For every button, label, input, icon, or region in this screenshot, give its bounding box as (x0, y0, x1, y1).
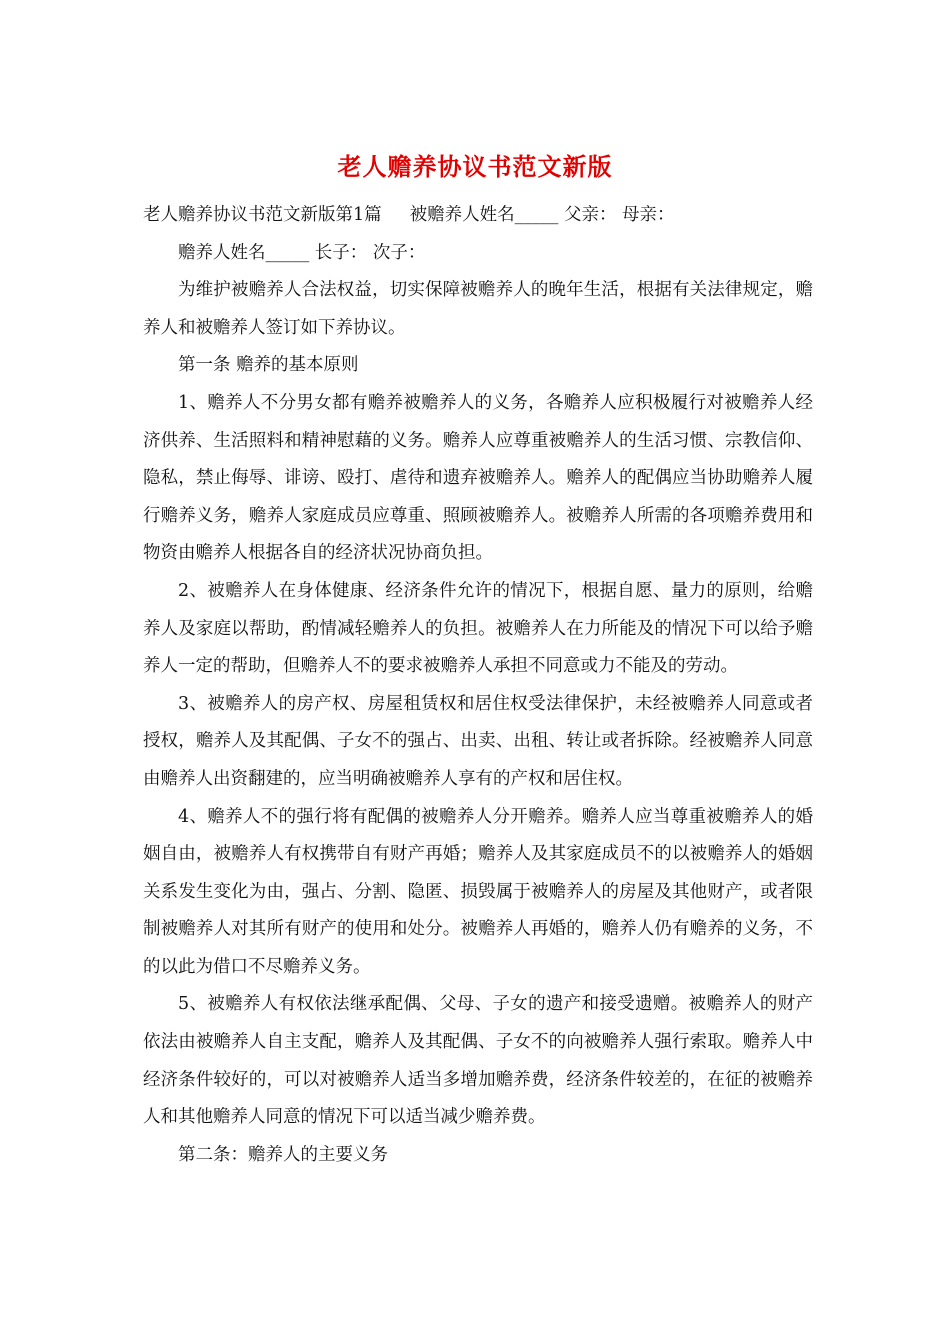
clause-paragraph: 4、赡养人不的强行将有配偶的被赡养人分开赡养。赡养人应当尊重被赡养人的婚姻自由，被赡养人有权携带自有财产再婚；赡养人及其家庭成员不的以被赡养人的婚姻关系发生变化为由，强占、分割、隐匿、损毁属于被赡养人的房屋及其他财产，或者限制被赡养人对其所有财产的使用和处分。被赡养人再婚的，赡养人仍有赡养的义务，不的以此为借口不尽赡养义务。 (143, 806, 813, 977)
header-prefix: 老人赡养协议书范文新版第1篇 (143, 205, 382, 225)
intro-paragraph: 为维护被赡养人合法权益，切实保障被赡养人的晚年生活，根据有关法律规定，赡养人和被赡养人签订如下养协议。 (143, 280, 813, 338)
clause-paragraph: 3、被赡养人的房产权、房屋租赁权和居住权受法律保护，未经被赡养人同意或者授权，赡养人及其配偶、子女不的强占、出卖、出租、转让或者拆除。经被赡养人同意由赡养人出资翻建的，应当明确被赡养人享有的产权和居住权。 (143, 693, 813, 789)
article-1-heading: 第一条 赡养的基本原则 (178, 355, 359, 376)
clause-paragraph: 5、被赡养人有权依法继承配偶、父母、子女的遗产和接受遗赠。被赡养人的财产依法由被赡养人自主支配，赡养人及其配偶、子女不的向被赡养人强行索取。赡养人中经济条件较好的，可以对被赡养人适当多增加赡养费，经济条件较差的，在征的被赡养人和其他赡养人同意的情况下可以适当减少赡养费。 (143, 994, 813, 1128)
supporter-line: 赡养人姓名_____ 长子： 次子： (178, 242, 426, 263)
document-body (143, 197, 813, 1174)
header-line (143, 197, 813, 235)
supported-person-line: 被赡养人姓名_____ 父亲： 母亲： (409, 205, 675, 225)
article-2-heading: 第二条：赡养人的主要义务 (178, 1144, 388, 1165)
clause-paragraph: 1、赡养人不分男女都有赡养被赡养人的义务，各赡养人应积极履行对被赡养人经济供养、生活照料和精神慰藉的义务。赡养人应尊重被赡养人的生活习惯、宗教信仰、隐私，禁止侮辱、诽谤、殴打、虐待和遗弃被赡养人。赡养人的配偶应当协助赡养人履行赡养义务，赡养人家庭成员应尊重、照顾被赡养人。被赡养人所需的各项赡养费用和物资由赡养人根据各自的经济状况协商负担。 (143, 392, 813, 564)
document-title: 老人赡养协议书范文新版 (337, 152, 613, 181)
clause-paragraph: 2、被赡养人在身体健康、经济条件允许的情况下，根据自愿、量力的原则，给赡养人及家庭以帮助，酌情减轻赡养人的负担。被赡养人在力所能及的情况下可以给予赡养人一定的帮助，但赡养人不的要求被赡养人承担不同意或力不能及的劳动。 (143, 580, 813, 677)
